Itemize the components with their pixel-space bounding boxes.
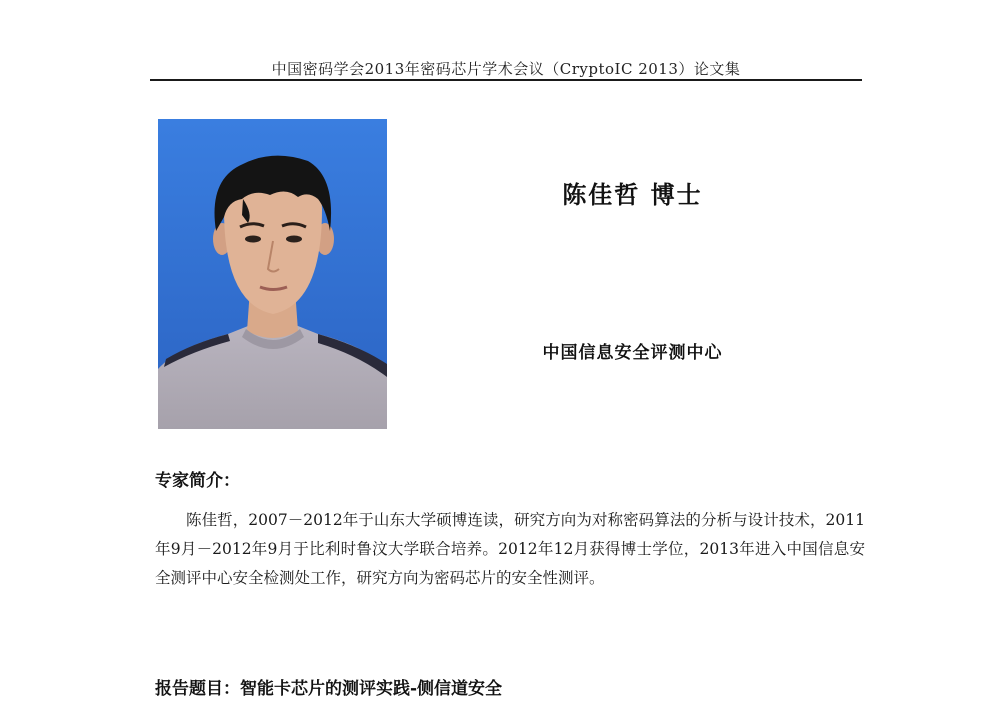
expert-name: 陈佳哲 博士 — [562, 181, 703, 209]
expert-affiliation: 中国信息安全评测中心 — [542, 343, 723, 363]
report-title-line — [155, 674, 502, 699]
bio-paragraph: 陈佳哲，2007－2012年于山东大学硕博连读，研究方向为对称密码算法的分析与设计技术，2011年9月－2012年9月于比利时鲁汶大学联合培养。2012年12月获得博士学位，2013年进入中国信息安全测评中心安全检测处工作，研究方向为密码芯片的安全性测评。 — [155, 511, 865, 587]
page-header-title: 中国密码学会2013年密码芯片学术会议（CryptoIC 2013）论文集 — [271, 60, 741, 78]
report-title: 智能卡芯片的测评实践-侧信道安全 — [240, 679, 503, 699]
portrait-photo — [158, 119, 387, 429]
header-divider — [150, 79, 862, 81]
report-label: 报告题目： — [155, 679, 240, 699]
bio-heading: 专家简介： — [155, 471, 240, 491]
